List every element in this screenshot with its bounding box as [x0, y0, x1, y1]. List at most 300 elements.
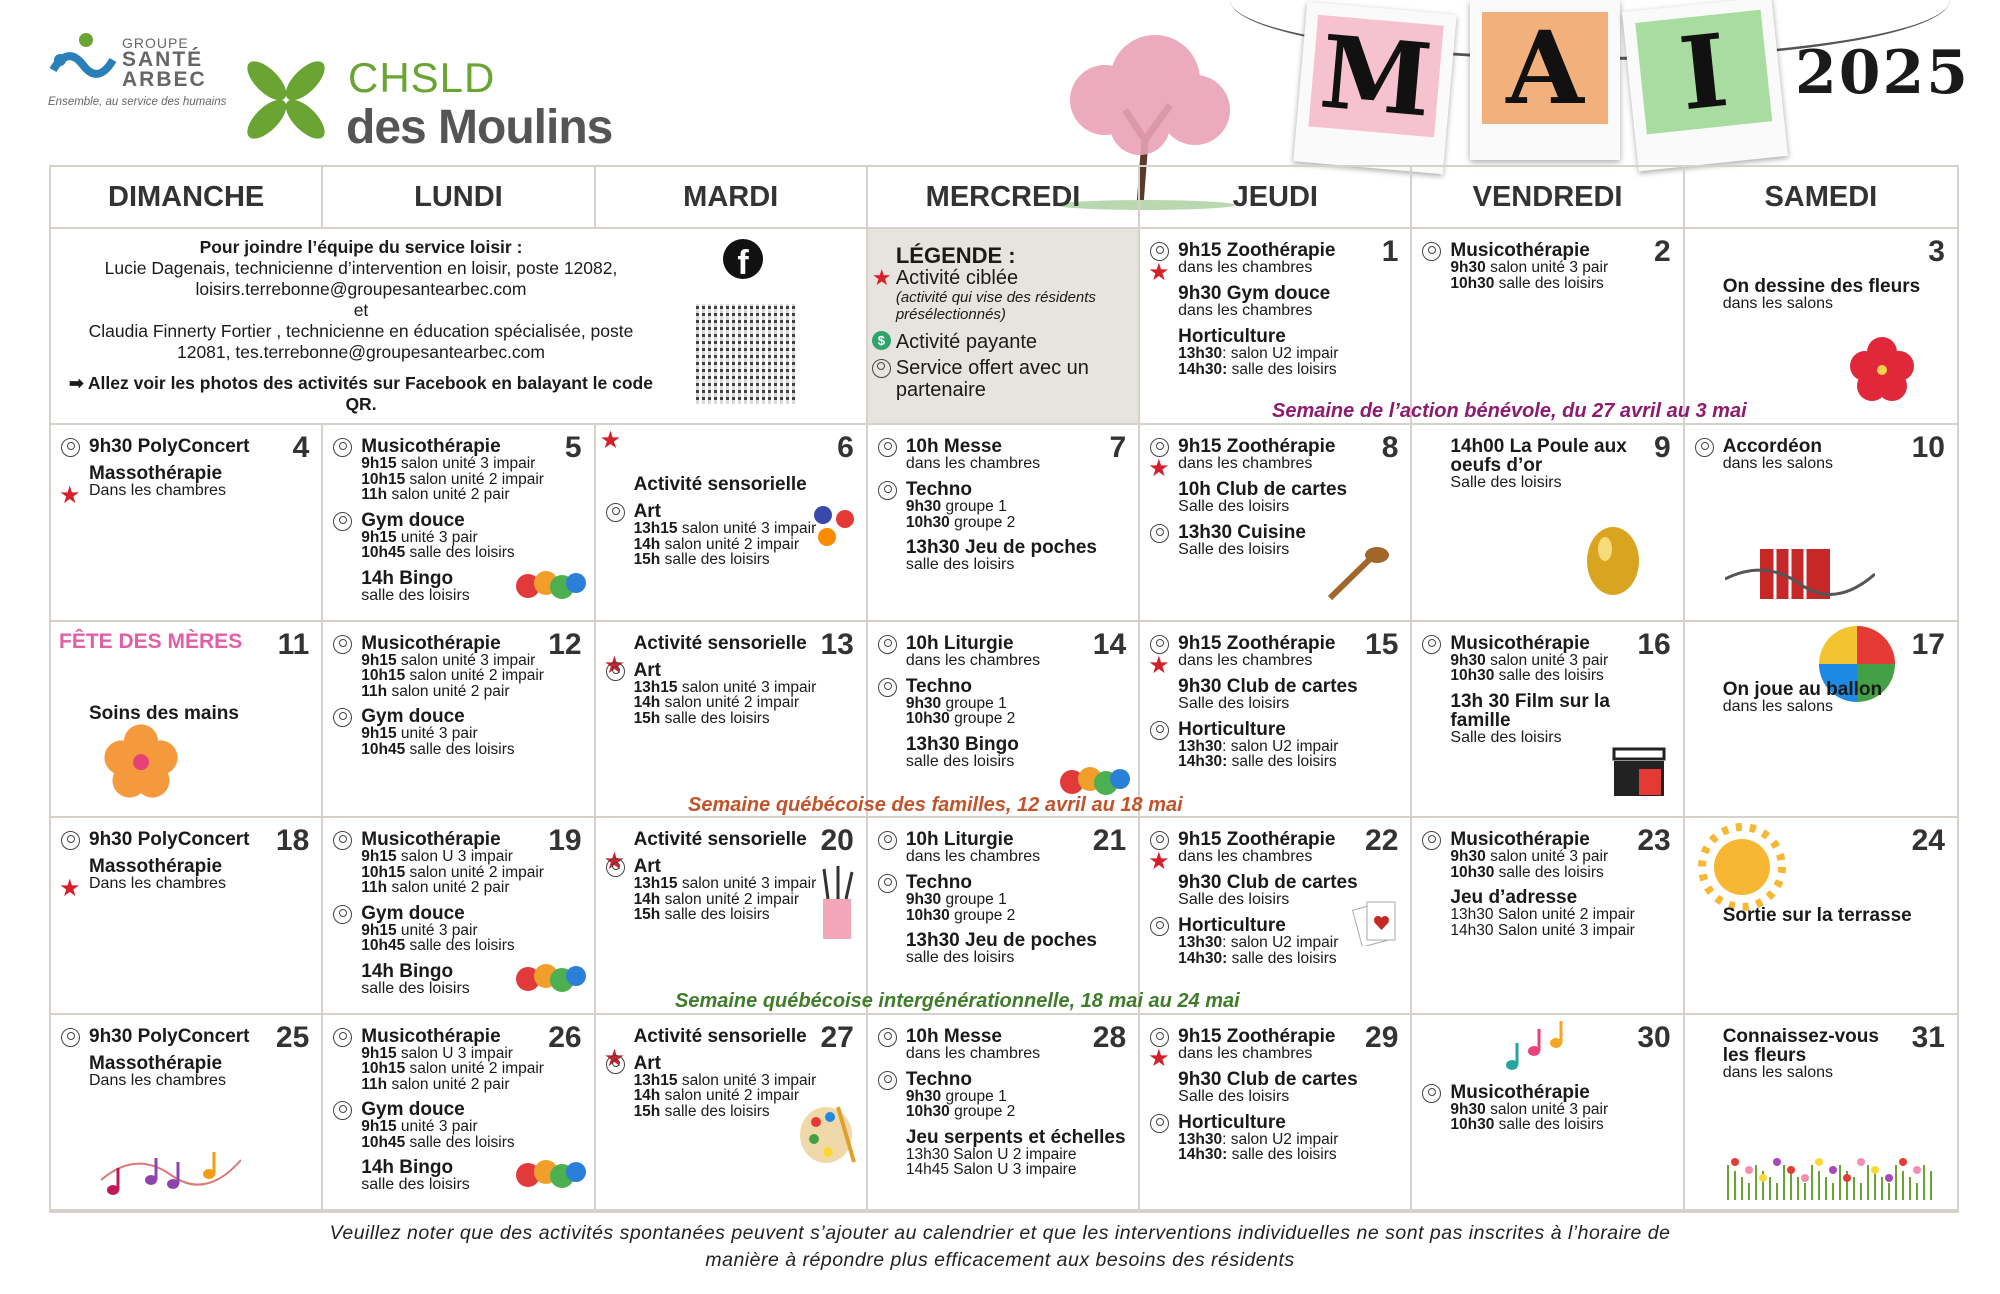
day-number: 29 [1365, 1020, 1399, 1054]
activity [1148, 284, 1402, 319]
star-icon: ★ [1148, 651, 1170, 679]
qr-code[interactable] [696, 304, 796, 404]
day-number: 5 [564, 431, 582, 465]
star-icon: ★ [603, 848, 626, 876]
day-number: 17 [1911, 627, 1945, 661]
schedule-place: salon unité 2 impair [405, 667, 544, 685]
activity-title: Musicothérapie [1450, 1081, 1590, 1103]
star-icon: ★ [1148, 1044, 1170, 1072]
schedule-time: 11h [361, 486, 388, 504]
activity-title: Gym douce [361, 706, 465, 728]
schedule-time: 14h [633, 890, 661, 908]
star-icon: ★ [1148, 455, 1170, 483]
activity-schedule-line [361, 1119, 585, 1135]
partner-icon [333, 512, 352, 531]
activity-title: Soins des mains [89, 702, 239, 724]
schedule-place: salle des loisirs [1227, 1146, 1337, 1164]
activity [1148, 1025, 1402, 1072]
activity-schedule-line [1178, 754, 1402, 770]
activity-schedule-line [361, 1046, 585, 1062]
activity-title: 10h Messe [905, 436, 1002, 458]
activity-schedule-line [361, 923, 585, 939]
schedule-place: salon unité 3 impair [677, 520, 817, 538]
activity-title: Jeu d’adresse [1450, 887, 1578, 909]
activity [59, 856, 313, 903]
schedule-time: 14h [633, 694, 661, 712]
activity-schedule-line [634, 892, 858, 908]
schedule-time: 9h15 [361, 921, 397, 939]
day-number: 31 [1911, 1020, 1945, 1054]
schedule-place: salle des loisirs [1494, 667, 1604, 685]
schedule-place: groupe 1 [941, 694, 1007, 712]
schedule-place: : salon U2 impair [1222, 934, 1339, 952]
activity [331, 707, 585, 757]
activity-title: 9h15 Zoothérapie [1178, 829, 1336, 851]
day-cell-23 [1412, 818, 1684, 1014]
schedule-place: salle des loisirs [1227, 753, 1337, 771]
activity-title: Techno [905, 479, 972, 501]
partner-icon [878, 874, 897, 893]
activity-location: dans les chambres [1178, 651, 1313, 669]
activity [876, 735, 1130, 770]
day-number: 25 [275, 1020, 310, 1054]
activity [331, 437, 585, 503]
activity-title: 9h15 Zoothérapie [1178, 1025, 1336, 1047]
activity [876, 634, 1130, 669]
activity [1693, 1027, 1949, 1081]
egg-icon [1583, 517, 1643, 602]
activity-title: Activité sensorielle [633, 829, 807, 851]
schedule-place: salon unité 3 pair [1485, 651, 1609, 669]
notes-icon [101, 1140, 241, 1205]
month-letter-card [1470, 0, 1620, 160]
activity [1420, 241, 1674, 291]
partner-icon [1150, 524, 1169, 543]
activity-schedule-line [634, 1104, 858, 1120]
partner-icon [878, 438, 897, 457]
activity-location: salle des loisirs [361, 979, 470, 997]
schedule-place: groupe 1 [941, 891, 1007, 909]
weekday-header: JEUDI [1140, 167, 1412, 229]
schedule-place: salon unité 2 impair [660, 1087, 799, 1105]
day-cell-10 [1685, 425, 1957, 621]
activity-title: Musicothérapie [1450, 829, 1590, 851]
activity-location: dans les salons [1722, 1063, 1833, 1081]
schedule-time: 9h30 [1450, 848, 1486, 866]
partner-icon [878, 831, 897, 850]
schedule-place: unité 3 pair [396, 725, 478, 743]
activity [604, 475, 858, 494]
activity [1693, 277, 1949, 312]
activity-location: Salle des loisirs [1178, 541, 1290, 559]
arbec-logo-icon [48, 30, 118, 90]
schedule-place: groupe 2 [949, 1103, 1016, 1121]
legend-targeted-note: (activité qui vise des résidents présélectionnés) [895, 289, 1096, 323]
activity-title: Art [633, 856, 662, 878]
footer-note-line-2: manière à répondre plus efficacement aux besoins des résidents [705, 1249, 1295, 1271]
schedule-time: 14h30: [1178, 1146, 1228, 1164]
activity-title: 9h30 Club de cartes [1178, 872, 1358, 894]
activity-schedule-line [634, 695, 858, 711]
flower-icon [1847, 334, 1917, 409]
partner-icon [61, 831, 80, 850]
activity-title: Techno [905, 675, 972, 697]
activity-schedule-line [1178, 739, 1402, 755]
activity-title: Accordéon [1722, 436, 1822, 458]
contact-heading: Pour joindre l’équipe du service loisir : [199, 237, 523, 257]
footer-note-line-1: Veuillez noter que des activités spontanées peuvent s’ajouter au calendrier et que les interventions individuelles ne sont pas inscrites à l’horaire de [329, 1222, 1671, 1244]
star-icon: ★ [59, 482, 81, 510]
activity-title: Art [633, 501, 662, 523]
schedule-time: 10h15 [361, 1060, 406, 1078]
activity-schedule-line [906, 499, 1130, 515]
schedule-time: 9h30 [905, 694, 942, 712]
activity-title: 9h30 PolyConcert [89, 436, 250, 458]
schedule-time: 14h30: [1178, 949, 1228, 967]
activity-title: Massothérapie [89, 1052, 223, 1074]
partner-icon [1150, 1028, 1169, 1047]
month-letter: M [1308, 15, 1443, 138]
star-icon: ★ [1148, 259, 1170, 286]
activity-title: 14h Bingo [361, 960, 454, 982]
schedule-time: 9h30 [1450, 259, 1486, 276]
activity [59, 1054, 313, 1089]
day-number: 21 [1092, 824, 1127, 858]
activity-location: Dans les chambres [89, 482, 226, 500]
activity-schedule-line [361, 653, 585, 669]
activity [1148, 480, 1402, 515]
activity-title: 13h 30 Film sur la famille [1450, 690, 1610, 731]
partner-icon [878, 1028, 897, 1047]
day-number: 14 [1092, 627, 1127, 661]
schedule-place: salon unité 3 impair [677, 1071, 817, 1089]
day-number: 27 [820, 1020, 854, 1054]
partner-icon [333, 1028, 352, 1047]
schedule-place: 14h30 Salon unité 3 impair [1450, 921, 1635, 939]
activity-title: Gym douce [361, 1099, 465, 1121]
activity-schedule-line [361, 545, 585, 561]
schedule-place: groupe 1 [941, 1087, 1007, 1105]
day-cell-21 [868, 818, 1140, 1014]
schedule-time: 10h30 [1450, 863, 1495, 881]
partner-icon [61, 438, 80, 457]
activity-title: 10h Messe [905, 1025, 1002, 1047]
schedule-time: 14h [633, 1087, 661, 1105]
activity-location: dans les chambres [905, 651, 1041, 669]
activity [1420, 692, 1674, 746]
schedule-place: salon U 3 impair [396, 848, 513, 866]
partner-icon [878, 678, 897, 697]
partner-icon [1695, 438, 1714, 457]
activity-schedule-line [634, 1088, 858, 1104]
schedule-time: 9h30 [1450, 651, 1486, 669]
activity [1148, 436, 1402, 483]
day-number: 11 [277, 627, 310, 661]
activity-title: Musicothérapie [361, 829, 501, 851]
activity-schedule-line [634, 711, 858, 727]
activity-schedule-line [361, 880, 585, 896]
weekday-header: MARDI [596, 167, 868, 229]
activity-schedule-line [906, 908, 1130, 924]
activity [59, 1027, 313, 1046]
activity-schedule-line [906, 1147, 1130, 1163]
activity-location: dans les chambres [1178, 455, 1313, 473]
month-letter-card [1293, 2, 1456, 174]
star-icon: ★ [59, 875, 81, 903]
schedule-time: 10h15 [361, 470, 406, 488]
holiday-label: FÊTE DES MÈRES [59, 629, 243, 653]
activity-location: Dans les chambres [89, 875, 226, 893]
activity-title: Activité sensorielle [633, 474, 807, 496]
activity-schedule-line [634, 876, 858, 892]
activity-schedule-line [634, 552, 858, 568]
activity-location: Salle des loisirs [1178, 498, 1290, 516]
schedule-place: salon unité 2 pair [387, 879, 510, 897]
meadow-icon [1727, 1150, 1937, 1205]
activity-schedule-line [361, 1077, 585, 1093]
partner-icon [606, 1055, 625, 1074]
activity [59, 704, 313, 723]
activity-schedule-line [361, 1061, 585, 1077]
schedule-time: 10h45 [361, 937, 406, 955]
activity-schedule-line [1178, 346, 1402, 362]
partner-icon [878, 635, 897, 654]
site-name: des Moulins [346, 101, 613, 154]
activity-location: Salle des loisirs [1450, 728, 1562, 746]
schedule-time: 13h30 [1178, 1130, 1223, 1148]
activity-location: dans les chambres [1178, 259, 1313, 276]
partner-icon [1150, 1114, 1169, 1133]
activity [1148, 632, 1402, 679]
activity [604, 661, 858, 727]
awareness-week-banner: Semaine québécoise intergénérationnelle, 18 mai au 24 mai [675, 990, 1240, 1012]
weekday-header: DIMANCHE [51, 167, 323, 229]
schedule-place: salle des loisirs [1227, 949, 1337, 967]
day-cell-2 [1412, 229, 1684, 425]
schedule-place: groupe 2 [949, 513, 1016, 531]
schedule-place: salle des loisirs [1227, 360, 1337, 378]
day-number: 7 [1109, 431, 1127, 465]
schedule-time: 10h30 [905, 513, 950, 531]
activity-location: dans les chambres [1178, 302, 1313, 319]
schedule-place: salle des loisirs [1494, 274, 1604, 292]
activity-title: 9h30 PolyConcert [89, 1025, 250, 1047]
activity-title: 14h Bingo [361, 1157, 454, 1179]
calendar-grid [49, 165, 1959, 1213]
schedule-time: 15h [633, 551, 661, 569]
activity [1693, 437, 1949, 472]
schedule-place: salon unité 2 impair [405, 470, 544, 488]
schedule-place: groupe 2 [949, 710, 1016, 728]
schedule-place: salle des loisirs [405, 1133, 515, 1151]
facebook-icon[interactable]: f [723, 239, 763, 279]
activity-title: Gym douce [361, 902, 465, 924]
activity-title: 14h Bingo [361, 567, 454, 589]
schedule-place: salon unité 3 impair [396, 455, 536, 473]
activity [876, 677, 1130, 727]
schedule-time: 14h30: [1178, 360, 1228, 378]
schedule-time: 10h30 [1450, 1116, 1495, 1134]
activity-schedule-line [361, 472, 585, 488]
activity [876, 480, 1130, 530]
schedule-place: salon unité 2 pair [387, 486, 510, 504]
weekday-header: LUNDI [323, 167, 595, 229]
awareness-week-banner: Semaine de l’action bénévole, du 27 avril au 3 mai [1272, 400, 1747, 422]
activity [1148, 720, 1402, 770]
schedule-time: 9h15 [361, 848, 397, 866]
day-number: 6 [837, 431, 854, 465]
schedule-time: 9h15 [361, 725, 397, 743]
activity-schedule-line [1450, 1117, 1674, 1133]
activity-location: salle des loisirs [905, 556, 1015, 574]
schedule-time: 10h30 [905, 906, 950, 924]
activity-location: Salle des loisirs [1178, 891, 1290, 909]
musicnotes-icon [1502, 1015, 1572, 1080]
activity-schedule-line [361, 865, 585, 881]
activity-title: 9h30 Club de cartes [1178, 675, 1358, 697]
activity-schedule-line [906, 1089, 1130, 1105]
activity [1420, 1083, 1674, 1133]
weekday-header: MERCREDI [868, 167, 1140, 229]
activity-schedule-line [1178, 1147, 1402, 1163]
activity-title: Massothérapie [89, 856, 223, 878]
activity [1148, 677, 1402, 712]
day-cell-24 [1685, 818, 1957, 1014]
activity-location: salle des loisirs [361, 1176, 470, 1194]
accordion-icon [1725, 539, 1875, 614]
schedule-place: salon unité 2 pair [387, 682, 510, 700]
activity [331, 569, 585, 604]
partner-icon [1150, 721, 1169, 740]
year-label: 2025 [1795, 38, 1970, 108]
schedule-place: salle des loisirs [1494, 863, 1604, 881]
day-number: 15 [1365, 627, 1399, 661]
schedule-time: 13h15 [633, 1071, 678, 1089]
activity-title: Sortie sur la terrasse [1722, 905, 1912, 927]
day-cell-9 [1412, 425, 1684, 621]
day-number: 8 [1381, 431, 1399, 465]
activity-title: Gym douce [361, 509, 465, 531]
day-cell-28 [868, 1015, 1140, 1211]
partner-icon [333, 635, 352, 654]
activity [331, 1027, 585, 1093]
activity [1148, 327, 1402, 377]
activity-title: On joue au ballon [1722, 678, 1883, 700]
day-cell-17 [1685, 622, 1957, 818]
activity-schedule-line [361, 849, 585, 865]
schedule-place: salon unité 2 impair [405, 863, 544, 881]
partner-icon [333, 708, 352, 727]
schedule-time: 15h [633, 1102, 661, 1120]
day-cell-14 [868, 622, 1140, 818]
schedule-time: 13h15 [633, 678, 678, 696]
activity-location: dans les salons [1722, 295, 1833, 312]
activity-schedule-line [634, 537, 858, 553]
activity [1420, 888, 1674, 938]
schedule-place: salon U 3 impair [396, 1044, 513, 1062]
day-number: 22 [1365, 824, 1399, 858]
activity-schedule-line [634, 680, 858, 696]
activity-location: Salle des loisirs [1450, 474, 1562, 492]
schedule-time: 9h30 [905, 1087, 942, 1105]
schedule-place: unité 3 pair [396, 1118, 478, 1136]
activity-schedule-line [1450, 276, 1674, 292]
schedule-time: 10h45 [361, 740, 406, 758]
schedule-place: groupe 1 [941, 498, 1007, 516]
day-number: 24 [1911, 824, 1945, 858]
schedule-place: : salon U2 impair [1222, 737, 1339, 755]
activity-location: salle des loisirs [905, 752, 1015, 770]
activity [876, 538, 1130, 573]
schedule-time: 10h30 [1450, 274, 1495, 292]
legend-partner: Service offert avec un partenaire [895, 357, 1089, 401]
schedule-place: 13h30 Salon unité 2 impair [1450, 906, 1635, 924]
activity-schedule-line [1450, 1102, 1674, 1118]
day-cell-6 [596, 425, 868, 621]
schedule-time: 13h30 [1178, 345, 1223, 362]
legend-targeted: Activité ciblée [895, 267, 1019, 289]
contact-line: Lucie Dagenais, technicienne d’intervention en loisir, poste 12082, loisirs.terrebonne@groupesantearbec.com [104, 258, 618, 299]
day-number: 3 [1928, 235, 1945, 268]
activity-location: Dans les chambres [89, 1071, 226, 1089]
activity-title: 9h30 Club de cartes [1178, 1068, 1358, 1090]
partner-icon [606, 858, 625, 877]
schedule-time: 10h30 [905, 710, 950, 728]
day-cell-3 [1685, 229, 1957, 425]
partner-icon [878, 1071, 897, 1090]
schedule-place: : salon U2 impair [1222, 1130, 1339, 1148]
activity-schedule-line [361, 530, 585, 546]
activity-title: Art [633, 1052, 662, 1074]
partner-icon [333, 905, 352, 924]
activity-location: dans les chambres [1178, 848, 1313, 866]
activity [876, 931, 1130, 966]
activity-schedule-line [1450, 849, 1674, 865]
hibiscus-icon [101, 721, 181, 806]
schedule-place: salle des loisirs [405, 740, 515, 758]
activity-schedule-line [1450, 260, 1674, 276]
logo-group-label: GROUPE [122, 35, 189, 51]
activity-title: Horticulture [1178, 915, 1286, 937]
schedule-place: salon unité 3 impair [396, 651, 536, 669]
schedule-place: salon unité 2 impair [660, 694, 799, 712]
clover-logo-icon [238, 52, 334, 148]
day-cell-7 [868, 425, 1140, 621]
activity [1420, 437, 1674, 491]
activity-title: Horticulture [1178, 1111, 1286, 1133]
activity [331, 634, 585, 700]
partner-icon [606, 662, 625, 681]
activity [331, 1100, 585, 1150]
day-cell-22 [1140, 818, 1412, 1014]
schedule-place: salon unité 2 pair [387, 1075, 510, 1093]
day-cell-25 [51, 1015, 323, 1211]
schedule-time: 13h15 [633, 520, 678, 538]
activity-title: Musicothérapie [1450, 240, 1590, 261]
activity-schedule-line [634, 521, 858, 537]
star-icon: ★ [599, 427, 622, 455]
activity-location: salle des loisirs [361, 586, 470, 604]
schedule-time: 9h30 [905, 498, 942, 516]
partner-icon [1422, 635, 1441, 654]
day-cell-15 [1140, 622, 1412, 818]
schedule-place: salon unité 3 impair [677, 678, 817, 696]
month-letter: I [1635, 10, 1772, 135]
schedule-time: 9h30 [905, 891, 942, 909]
day-cell-27 [596, 1015, 868, 1211]
day-cell-13 [596, 622, 868, 818]
dollar-icon: $ [872, 331, 891, 350]
